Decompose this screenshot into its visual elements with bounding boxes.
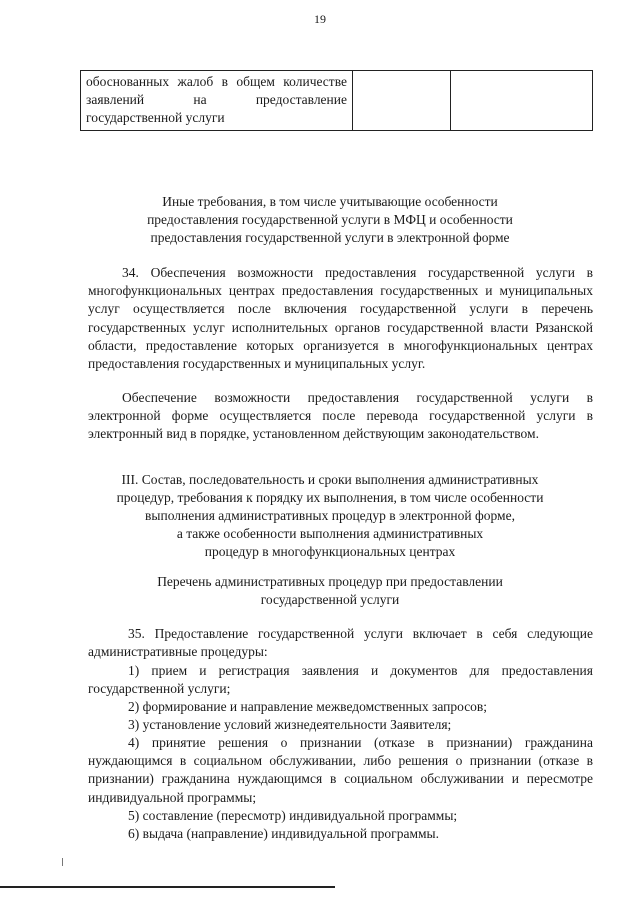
subheading-line: Перечень административных процедур при предоставлении (157, 574, 503, 589)
list-item: 5) составление (пересмотр) индивидуальной программы; (128, 808, 458, 823)
list-item: 6) выдача (направление) индивидуальной программы. (128, 826, 439, 841)
bottom-rule (0, 886, 335, 888)
page-number: 19 (314, 12, 326, 26)
table-cell-unit (353, 71, 451, 131)
section-heading-other-requirements (70, 193, 590, 247)
continued-table (80, 70, 593, 131)
list-item: 2) формирование и направление межведомственных запросов; (128, 699, 488, 714)
heading-line: предоставления государственной услуги в МФЦ и особенности (147, 212, 513, 227)
table-cell-indicator (81, 71, 353, 131)
section-heading-iii (70, 471, 590, 561)
paragraph-35-intro: 35. Предоставление государственной услуги включает в себя следующие административные процедуры: (88, 626, 593, 660)
scan-mark (62, 858, 63, 866)
subheading-line: государственной услуги (260, 592, 400, 607)
paragraph-34: 34. Обеспечения возможности предоставления государственной услуги в многофункциональных центрах предоставления государственных и муниципальных услуг осуществляется после включения государственной услуги в перечень государственных услуг исполнительных органов государственной власти Рязанской области, предоставление которых организуется в многофункциональных центрах предоставления государственных и муниципальных услуг. (88, 265, 593, 372)
list-item: 1) прием и регистрация заявления и документов для предоставления государственной услуги; (88, 663, 593, 697)
heading-line: Иные требования, в том числе учитывающие особенности (162, 194, 498, 209)
heading-line: а также особенности выполнения административных (176, 526, 484, 541)
table-row (81, 71, 593, 131)
heading-line: процедур, требования к порядку их выполнения, в том числе особенности (116, 490, 544, 505)
heading-line: III. Состав, последовательность и сроки выполнения административных (121, 472, 539, 487)
heading-line: процедур в многофункциональных центрах (204, 544, 456, 559)
paragraph-34-electronic: Обеспечение возможности предоставления государственной услуги в электронной форме осуществляется после перевода государственной услуги в электронный вид в порядке, установленном действующим законодательством. (88, 390, 593, 442)
indicator-text: обоснованных жалоб в общем количестве заявлений на предоставление государственной услуги (86, 74, 347, 125)
subheading-procedures-list (70, 573, 590, 609)
heading-line: предоставления государственной услуги в электронной форме (150, 230, 510, 245)
list-item: 4) принятие решения о признании (отказе в признании) гражданина нуждающимся в социальном обслуживании, либо решения о признании (отказе в признании) гражданина нуждающимся в социальном обслуживании и пересмотре индивидуальной программы; (88, 735, 593, 805)
heading-line: выполнения административных процедур в электронной форме, (145, 508, 515, 523)
list-item: 3) установление условий жизнедеятельности Заявителя; (128, 717, 452, 732)
table-cell-value (451, 71, 593, 131)
